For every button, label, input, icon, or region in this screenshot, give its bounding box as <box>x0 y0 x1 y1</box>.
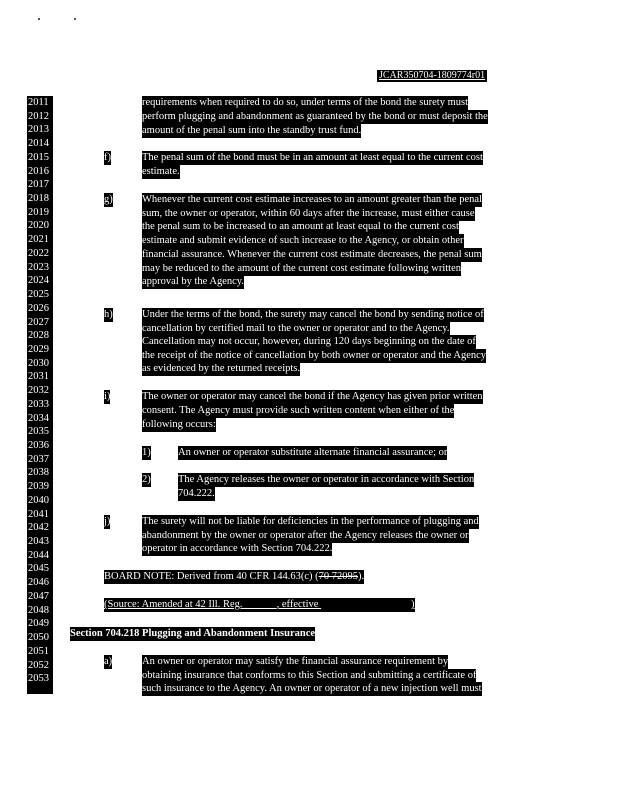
source-note-end: ) <box>411 599 415 610</box>
line-number: 2043 <box>28 536 49 548</box>
line-number: 2018 <box>28 193 49 205</box>
paragraph-j-line: operator in accordance with Section 704.222. <box>142 543 333 554</box>
line-number: 2012 <box>28 110 49 122</box>
line-number: 2033 <box>28 398 49 410</box>
line-number: 2013 <box>28 124 49 136</box>
line-number: 2011 <box>28 97 49 108</box>
board-note-prefix: BOARD NOTE: Derived from 40 CFR 144.63(c) ( <box>104 571 319 582</box>
paragraph-f-label: f) <box>104 152 111 163</box>
line-number: 2019 <box>28 206 49 218</box>
line-number: 2042 <box>28 522 49 534</box>
board-note-struck-citation: 70 72095 <box>318 571 359 582</box>
paragraph-g-line: approval by the Agency. <box>142 276 244 287</box>
paragraph-i-line: The owner or operator may cancel the bond if the Agency has given prior written <box>142 391 483 402</box>
paragraph-g-label: g) <box>104 194 113 205</box>
source-note-middle: , effective <box>276 599 322 610</box>
line-number: 2048 <box>28 604 49 616</box>
paragraph-g-line: may be reduced to the amount of the current cost estimate following written <box>142 263 461 274</box>
line-number: 2050 <box>28 632 49 644</box>
line-number: 2039 <box>28 481 49 493</box>
paragraph-i-line: following occurs: <box>142 419 216 430</box>
line-number: 2015 <box>28 151 49 163</box>
paragraph-h-line: cancellation by certified mail to the owner or operator and to the Agency. <box>142 323 450 334</box>
paragraph-a-line: An owner or operator may satisfy the financial assurance requirement by <box>142 656 449 667</box>
line-number: 2022 <box>28 247 49 259</box>
line-number: 2038 <box>28 467 49 479</box>
line-number: 2047 <box>28 590 49 602</box>
line-number: 2017 <box>28 179 49 191</box>
line-number: 2027 <box>28 316 49 328</box>
paragraph-g-line: financial assurance. Whenever the current cost estimate decreases, the penal sum <box>142 249 482 260</box>
line-number: 2014 <box>28 138 49 150</box>
board-note-suffix: ). <box>358 571 365 582</box>
scan-speck <box>74 18 76 20</box>
line-number: 2034 <box>28 412 49 424</box>
line-number: 2023 <box>28 261 49 273</box>
paragraph-j-label: j) <box>104 516 111 527</box>
line-number: 2035 <box>28 426 49 438</box>
subparagraph-1-line: An owner or operator substitute alternate financial assurance; or <box>178 447 448 458</box>
paragraph-h-line: Cancellation may not occur, however, during 120 days beginning on the date of <box>142 336 476 347</box>
subparagraph-2-line: 704.222. <box>178 488 215 499</box>
line-number: 2036 <box>28 440 49 451</box>
source-note-prefix: (Source: Amended at 42 Ill. Reg. <box>104 599 246 610</box>
subparagraph-1-label: 1) <box>142 447 151 458</box>
paragraph-h-line: as evidenced by the returned receipts. <box>142 363 301 374</box>
line-number: 2051 <box>28 645 49 657</box>
line-number: 2016 <box>28 165 49 177</box>
line-number: 2052 <box>28 659 49 671</box>
line-number: 2040 <box>28 494 49 506</box>
paragraph-j-line: The surety will not be liable for deficiencies in the performance of plugging and <box>142 516 479 527</box>
line-number: 2045 <box>28 563 49 575</box>
paragraph-h-label: h) <box>104 309 113 320</box>
paragraph-a-line: such insurance to the Agency. An owner or operator of a new injection well must <box>142 683 482 694</box>
line-number: 2030 <box>28 357 49 369</box>
source-note <box>104 598 415 612</box>
line-number: 2025 <box>28 289 49 301</box>
line-number: 2020 <box>28 220 49 232</box>
paragraph-a-line: obtaining insurance that conforms to this Section and submitting a certificate of <box>142 670 477 681</box>
paragraph-e-line: requirements when required to do so, under terms of the bond the surety must <box>142 97 469 108</box>
line-number: 2026 <box>28 302 49 314</box>
paragraph-e-line: amount of the penal sum into the standby trust fund. <box>142 125 362 136</box>
line-number: 2041 <box>28 508 49 520</box>
paragraph-g-line: estimate and submit evidence of such increase to the Agency, or obtain other <box>142 235 464 246</box>
paragraph-g-line: the penal sum to be increased to an amount at least equal to the current cost <box>142 221 459 232</box>
scan-speck <box>38 18 40 20</box>
line-number: 2044 <box>28 549 49 561</box>
line-number: 2053 <box>28 673 49 685</box>
line-number: 2029 <box>28 343 49 355</box>
paragraph-h-line: the receipt of the notice of cancellation by both owner or operator and the Agency <box>142 350 487 361</box>
line-number: 2031 <box>28 371 49 383</box>
line-number: 2024 <box>28 275 49 287</box>
line-number: 2021 <box>28 234 49 246</box>
paragraph-j-line: abandonment by the owner or operator after the Agency releases the owner or <box>142 530 469 541</box>
paragraph-f-line: estimate. <box>142 166 180 177</box>
paragraph-i-line: consent. The Agency must provide such written content when either of the <box>142 405 455 416</box>
subparagraph-2-label: 2) <box>142 474 151 485</box>
paragraph-f-line: The penal sum of the bond must be in an amount at least equal to the current cost <box>142 152 483 163</box>
paragraph-g-line: sum, the owner or operator, within 60 days after the increase, must either cause <box>142 208 475 219</box>
subparagraph-2-line: The Agency releases the owner or operator in accordance with Section <box>178 474 475 485</box>
paragraph-a-label: a) <box>104 656 113 667</box>
line-number: 2046 <box>28 577 49 589</box>
section-heading: Section 704.218 Plugging and Abandonment Insurance <box>70 628 316 639</box>
board-note <box>104 570 364 584</box>
line-number: 2049 <box>28 618 49 630</box>
line-number: 2028 <box>28 330 49 342</box>
paragraph-i-label: i) <box>104 391 111 402</box>
line-number: 2032 <box>28 385 49 397</box>
paragraph-h-line: Under the terms of the bond, the surety may cancel the bond by sending notice of <box>142 309 484 320</box>
source-note-reg-blank: ______ <box>245 599 277 610</box>
line-number: 2037 <box>28 453 49 465</box>
paragraph-e-line: perform plugging and abandonment as guaranteed by the bond or must deposit the <box>142 111 488 122</box>
document-id: JCAR350704-1809774r01 <box>379 70 486 81</box>
paragraph-g-line: Whenever the current cost estimate increases to an amount greater than the penal <box>142 194 482 205</box>
